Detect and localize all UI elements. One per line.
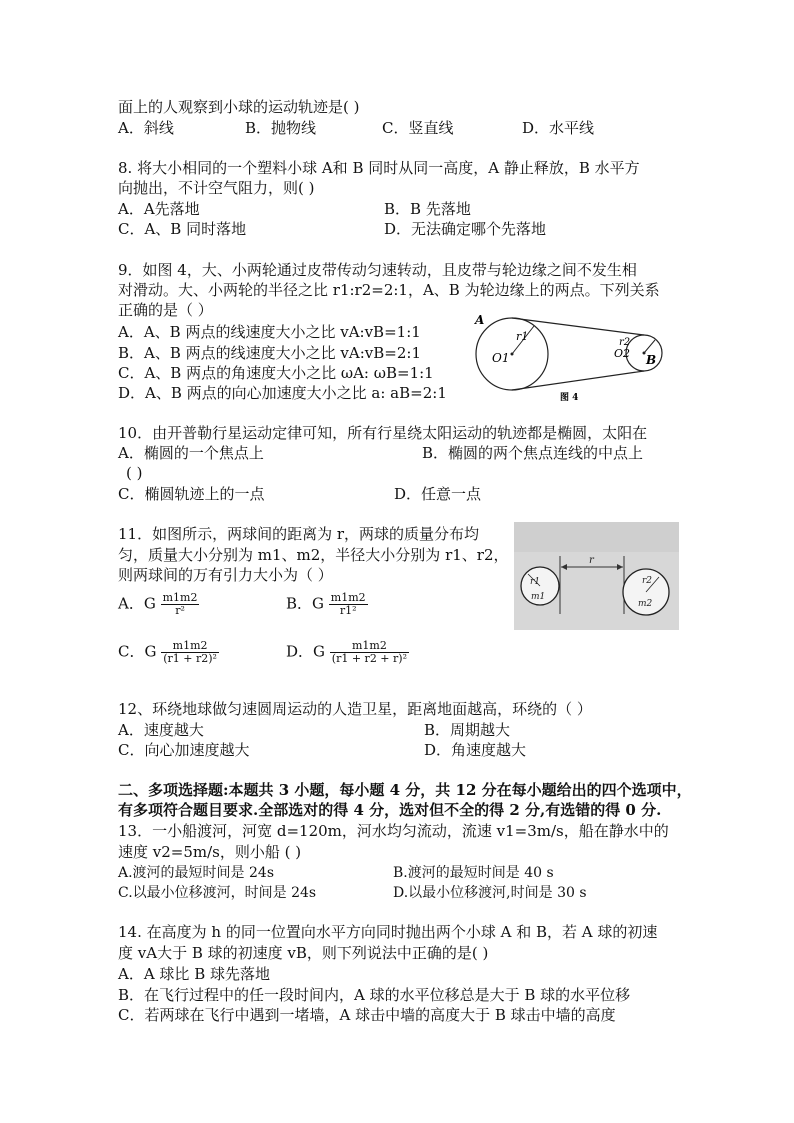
q13-option-a: A.渡河的最短时间是 24s [118, 865, 275, 881]
q11-stem-line1: 11．如图所示，两球间的距离为 r，两球的质量分布均 [118, 525, 480, 543]
q11-option-d [286, 640, 409, 665]
q14-option-a: A．A 球比 B 球先落地 [118, 965, 270, 983]
q12-option-a: A．速度越大 [118, 721, 204, 739]
q13-option-b: B.渡河的最短时间是 40 s [393, 865, 554, 881]
q14-stem-line2: 度 vA大于 B 球的初速度 vB，则下列说法中正确的是( ) [118, 944, 489, 962]
q11-option-c-numerator: m1m2 [161, 640, 219, 653]
label-distance-r: r [589, 555, 594, 566]
q8-option-a: A．A先落地 [118, 200, 200, 218]
label-sphere1-m1: m1 [531, 592, 546, 602]
q9-stem-line2: 对滑动。大、小两轮的半径之比 r1:r2=2:1，A、B 为轮边缘上的两点。下列关系 [118, 281, 660, 299]
q12-option-d: D．角速度越大 [424, 741, 527, 759]
q11-option-d-denominator: (r1 + r2 + r)² [331, 652, 407, 665]
q7-option-d: D．水平线 [522, 119, 595, 137]
q9-option-b: B．A、B 两点的线速度大小之比 vA:vB=2:1 [118, 344, 421, 362]
q13-option-d: D.以最小位移渡河,时间是 30 s [393, 885, 587, 901]
q14-option-b: B．在飞行过程中的任一段时间内，A 球的水平位移总是大于 B 球的水平位移 [118, 986, 631, 1004]
q11-option-b-prefix: B．G [286, 594, 325, 613]
label-sphere2-m2: m2 [638, 599, 653, 609]
figure-caption: 图 4 [560, 393, 579, 403]
q11-option-a-fraction [161, 592, 200, 617]
q13-stem-line2: 速度 v2=5m/s，则小船 ( ) [118, 843, 302, 861]
q10-stem: 10．由开普勒行星运动定律可知，所有行星绕太阳运动的轨迹都是椭圆，太阳在 [118, 424, 648, 442]
q11-option-b-denominator: r1² [339, 604, 357, 617]
label-sphere2-r2: r2 [642, 576, 653, 586]
q11-option-d-fraction [330, 640, 409, 665]
q8-option-b: B．B 先落地 [384, 200, 471, 218]
q8-option-c: C．A、B 同时落地 [118, 220, 247, 238]
q11-option-c-fraction [161, 640, 219, 665]
q7-option-a: A．斜线 [118, 119, 174, 137]
radius-r2 [644, 340, 655, 353]
q11-option-b-fraction [329, 592, 368, 617]
q11-option-a-denominator: r² [175, 604, 185, 617]
q8-stem-line1: 8. 将大小相同的一个塑料小球 A和 B 同时从同一高度，A 静止释放，B 水平方 [118, 159, 640, 177]
q8-option-d: D．无法确定哪个先落地 [384, 220, 547, 238]
q11-option-c [118, 640, 219, 665]
label-b: B [646, 353, 657, 367]
q9-option-c: C．A、B 两点的角速度大小之比 ωA: ωB=1:1 [118, 364, 434, 382]
q7-option-b: B．抛物线 [245, 119, 317, 137]
label-o1: O1 [492, 351, 510, 365]
q9-stem-line1: 9．如图 4，大、小两轮通过皮带传动匀速转动，且皮带与轮边缘之间不发生相 [118, 261, 637, 279]
q11-stem-line2: 匀，质量大小分别为 m1、m2，半径大小分别为 r1、r2， [118, 546, 509, 564]
q14-stem-line1: 14. 在高度为 h 的同一位置向水平方向同时抛出两个小球 A 和 B，若 A 球的初速 [118, 923, 658, 941]
q13-option-c: C.以最小位移渡河，时间是 24s [118, 885, 317, 901]
q10-option-a: A．椭圆的一个焦点上 [118, 444, 264, 462]
q12-option-c: C．向心加速度越大 [118, 741, 250, 759]
q11-stem-line3: 则两球间的万有引力大小为（ ） [118, 566, 333, 584]
q10-paren: ( ) [126, 464, 143, 482]
q11-option-a-numerator: m1m2 [162, 591, 198, 604]
q10-option-c: C．椭圆轨迹上的一点 [118, 485, 265, 503]
belt-bottom [512, 371, 644, 390]
label-o2: O2 [614, 347, 631, 360]
belt-top [512, 318, 644, 335]
q9-option-d: D．A、B 两点的向心加速度大小之比 a: aB=2:1 [118, 384, 447, 402]
section2-heading-line1: 二、多项选择题:本题共 3 小题，每小题 4 分，共 12 分在每小题给出的四个选项中， [118, 781, 692, 799]
q9-option-a: A．A、B 两点的线速度大小之比 vA:vB=1:1 [118, 323, 421, 341]
q11-option-a-prefix: A．G [118, 594, 156, 613]
q10-option-b: B．椭圆的两个焦点连线的中点上 [422, 444, 644, 462]
q11-option-d-prefix: D．G [286, 642, 326, 661]
section2-heading-line2: 有多项符合题目要求.全部选对的得 4 分，选对但不全的得 2 分,有选错的得 0 分. [118, 801, 662, 819]
q7-stem: 面上的人观察到小球的运动轨迹是( ) [118, 98, 360, 116]
q11-option-c-denominator: (r1 + r2)² [163, 652, 217, 665]
center-o1 [511, 353, 514, 356]
q11-option-a [118, 592, 199, 617]
q12-stem: 12、环绕地球做匀速圆周运动的人造卫星，距离地面越高，环绕的（ ） [118, 700, 592, 718]
q11-option-c-prefix: C．G [118, 642, 157, 661]
label-sphere1-r1: r1 [530, 577, 541, 587]
label-r1: r1 [516, 330, 529, 343]
label-a: A [475, 313, 485, 327]
belt-pulley-figure [472, 312, 672, 404]
q13-stem-line1: 13．一小船渡河，河宽 d=120m，河水均匀流动，流速 v1=3m/s，船在静水中的 [118, 822, 669, 840]
q14-option-c: C．若两球在飞行中遇到一堵墙，A 球击中墙的高度大于 B 球击中墙的高度 [118, 1006, 616, 1024]
q10-option-d: D．任意一点 [394, 485, 482, 503]
q11-option-b-numerator: m1m2 [330, 591, 366, 604]
q8-stem-line2: 向抛出，不计空气阻力，则( ) [118, 179, 315, 197]
q7-option-c: C．竖直线 [382, 119, 454, 137]
two-spheres-figure [514, 522, 679, 630]
q12-option-b: B．周期越大 [424, 721, 511, 739]
q11-option-d-numerator: m1m2 [330, 640, 409, 653]
label-r2: r2 [619, 337, 631, 348]
q11-option-b [286, 592, 368, 617]
q9-stem-line3: 正确的是（ ） [118, 301, 213, 319]
